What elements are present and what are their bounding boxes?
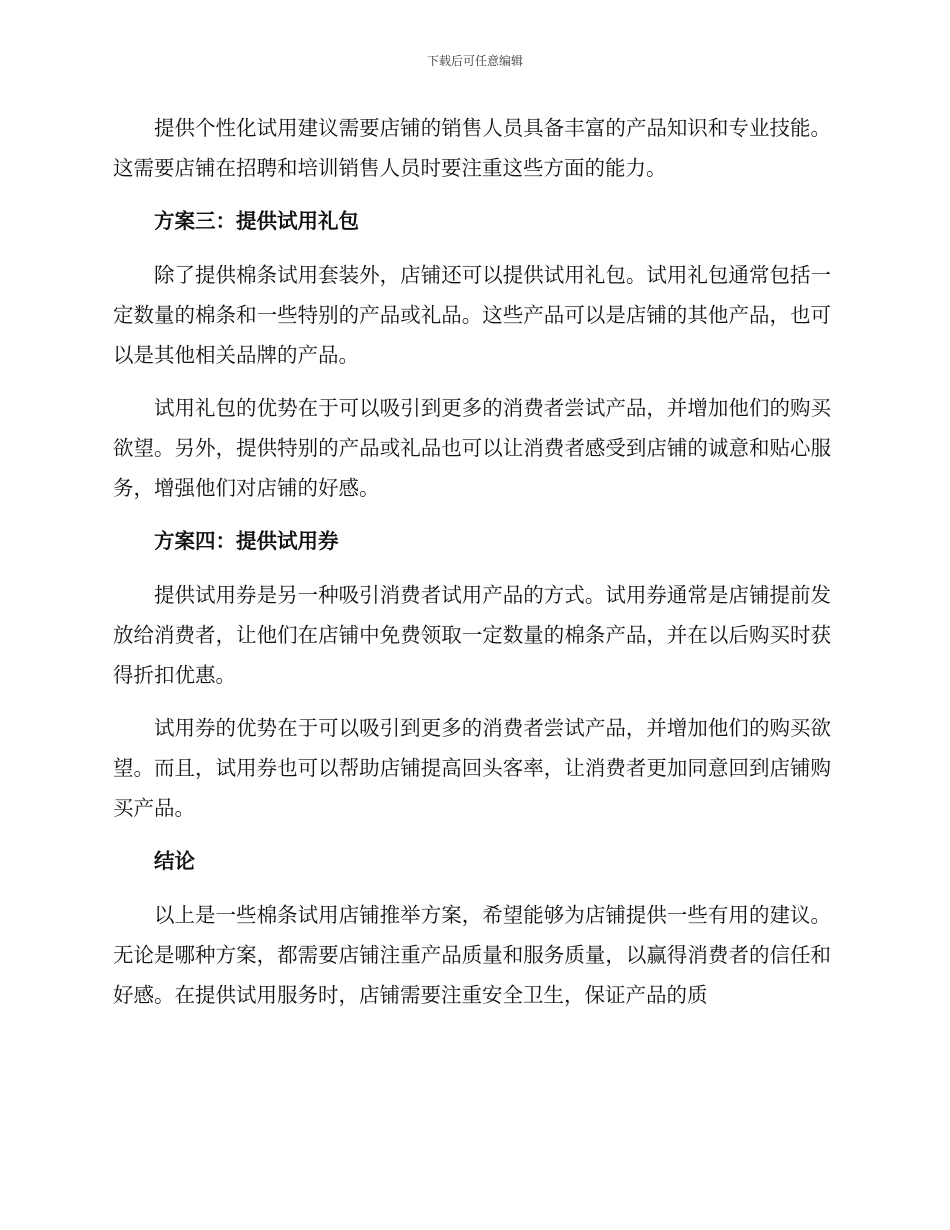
section-heading: 结论: [154, 849, 195, 873]
paragraph: 提供个性化试用建议需要店铺的销售人员具备丰富的产品知识和专业技能。这需要店铺在招聘和培训销售人员时要注重这些方面的能力。: [113, 116, 831, 180]
paragraph: 试用券的优势在于可以吸引到更多的消费者尝试产品，并增加他们的购买欲望。而且，试用券也可以帮助店铺提高回头客率，让消费者更加同意回到店铺购买产品。: [113, 716, 831, 820]
document-body: [113, 108, 831, 1028]
page-header: 下载后可任意编辑: [426, 54, 523, 68]
paragraph: 除了提供棉条试用套装外，店铺还可以提供试用礼包。试用礼包通常包括一定数量的棉条和一些特别的产品或礼品。这些产品可以是店铺的其他产品，也可以是其他相关品牌的产品。: [113, 263, 831, 367]
paragraph: 试用礼包的优势在于可以吸引到更多的消费者尝试产品，并增加他们的购买欲望。另外，提供特别的产品或礼品也可以让消费者感受到店铺的诚意和贴心服务，增强他们对店铺的好感。: [113, 396, 831, 500]
section-heading: 方案三：提供试用礼包: [154, 209, 359, 233]
paragraph: 以上是一些棉条试用店铺推举方案，希望能够为店铺提供一些有用的建议。无论是哪种方案，都需要店铺注重产品质量和服务质量，以赢得消费者的信任和好感。在提供试用服务时，店铺需要注重安全卫生，保证产品的质: [113, 903, 831, 1007]
section-heading: 方案四：提供试用券: [154, 529, 339, 553]
paragraph: 提供试用券是另一种吸引消费者试用产品的方式。试用券通常是店铺提前发放给消费者，让他们在店铺中免费领取一定数量的棉条产品，并在以后购买时获得折扣优惠。: [113, 583, 831, 687]
